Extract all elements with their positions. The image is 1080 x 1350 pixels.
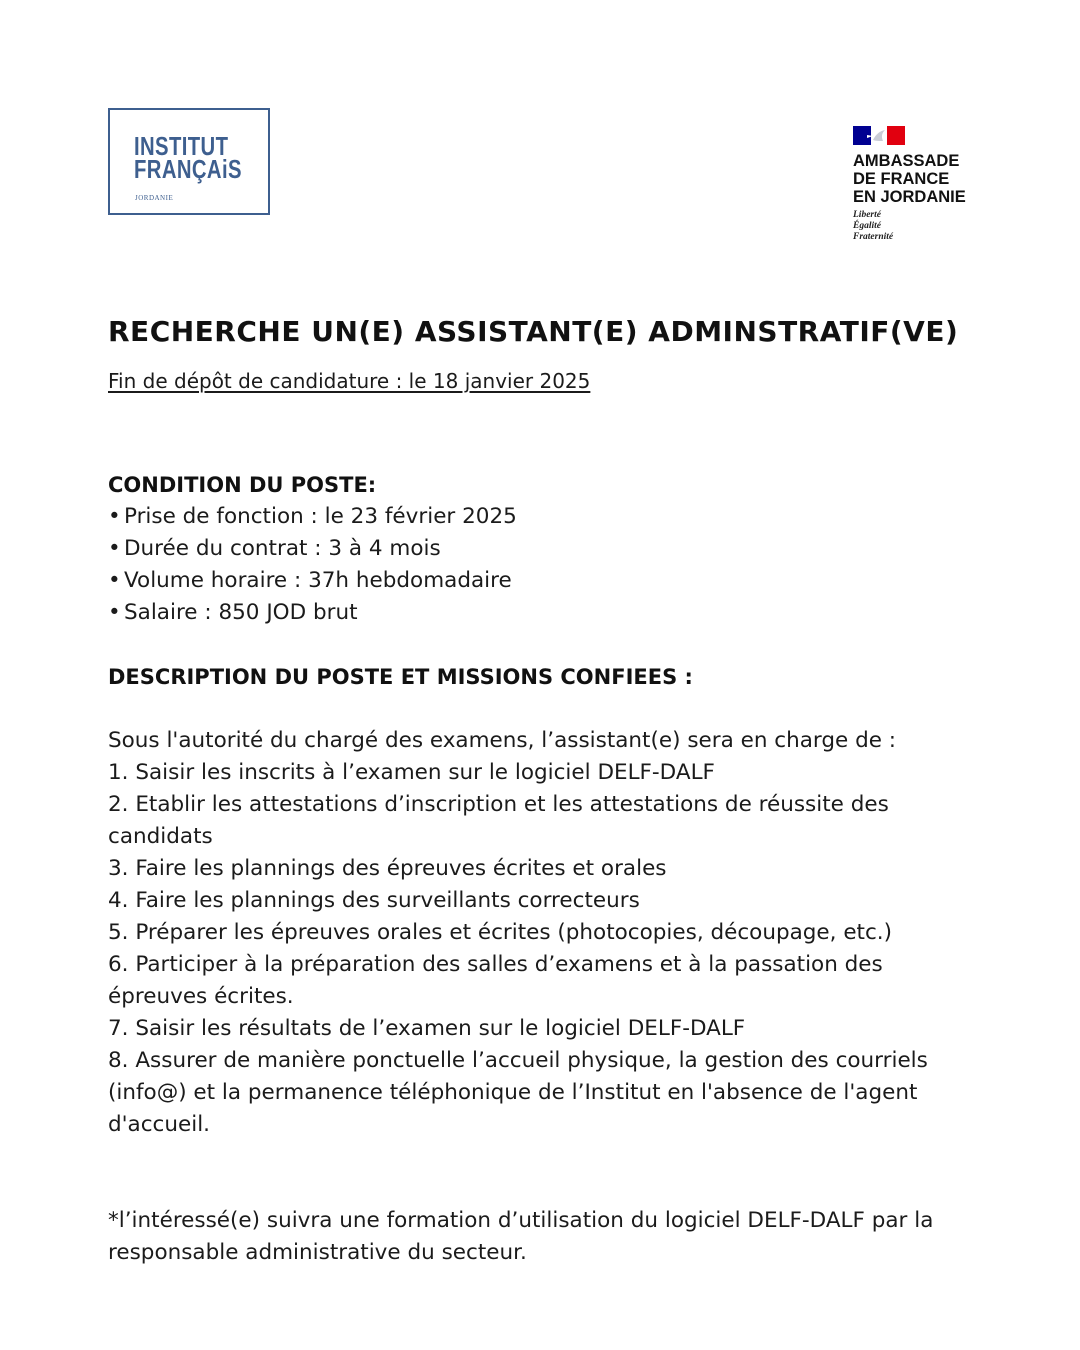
republic-motto xyxy=(853,210,1003,243)
embassy-name-line: EN JORDANIE xyxy=(853,188,966,206)
marianne-flag-icon xyxy=(853,126,905,145)
application-deadline: Fin de dépôt de candidature : le 18 janvier 2025 xyxy=(108,369,591,393)
list-item: 8. Assurer de manière ponctuelle l’accueil physique, la gestion des courriels (info@) et la permanence téléphonique de l’Institut en l'absence de l'agent d'accueil. xyxy=(108,1048,928,1137)
institut-francais-logo xyxy=(108,108,270,215)
embassy-logo xyxy=(853,126,1003,243)
training-note: *l’intéressé(e) suivra une formation d’utilisation du logiciel DELF-DALF par la responsable administrative du secteur. xyxy=(108,1208,934,1265)
job-posting xyxy=(108,312,988,1269)
list-item: 1. Saisir les inscrits à l’examen sur le logiciel DELF-DALF xyxy=(108,760,715,785)
conditions-list xyxy=(108,501,988,629)
embassy-name-line: AMBASSADE xyxy=(853,152,960,170)
list-item: 2. Etablir les attestations d’inscription et les attestations de réussite des candidats xyxy=(108,792,889,849)
embassy-name xyxy=(853,152,1003,206)
embassy-name-line: DE FRANCE xyxy=(853,170,950,188)
list-item: • Volume horaire : 37h hebdomadaire xyxy=(108,565,988,597)
motto-line: Liberté xyxy=(853,210,881,220)
institut-logo-line1: INSTITUT xyxy=(134,131,229,161)
motto-line: Fraternité xyxy=(853,232,894,242)
list-item: 5. Préparer les épreuves orales et écrites (photocopies, découpage, etc.) xyxy=(108,920,893,945)
list-item: 3. Faire les plannings des épreuves écrites et orales xyxy=(108,856,667,881)
motto-line: Égalité xyxy=(853,221,881,231)
page-title: RECHERCHE UN(E) ASSISTANT(E) ADMINSTRATIF(VE) xyxy=(108,315,959,348)
description-heading: DESCRIPTION DU POSTE ET MISSIONS CONFIEES : xyxy=(108,665,693,689)
list-item: • Durée du contrat : 3 à 4 mois xyxy=(108,533,988,565)
list-item: • Prise de fonction : le 23 février 2025 xyxy=(108,501,988,533)
conditions-heading: CONDITION DU POSTE: xyxy=(108,473,377,497)
institut-logo-subtitle: JORDANIE xyxy=(135,194,174,202)
list-item: • Salaire : 850 JOD brut xyxy=(108,597,988,629)
list-item: 6. Participer à la préparation des salles d’examens et à la passation des épreuves écrites. xyxy=(108,952,883,1009)
missions-list xyxy=(108,757,988,1141)
list-item: 7. Saisir les résultats de l’examen sur le logiciel DELF-DALF xyxy=(108,1016,746,1041)
list-item: 4. Faire les plannings des surveillants correcteurs xyxy=(108,888,640,913)
description-intro: Sous l'autorité du chargé des examens, l’assistant(e) sera en charge de : xyxy=(108,728,897,753)
institut-logo-line2: FRANÇAiS xyxy=(134,154,242,184)
